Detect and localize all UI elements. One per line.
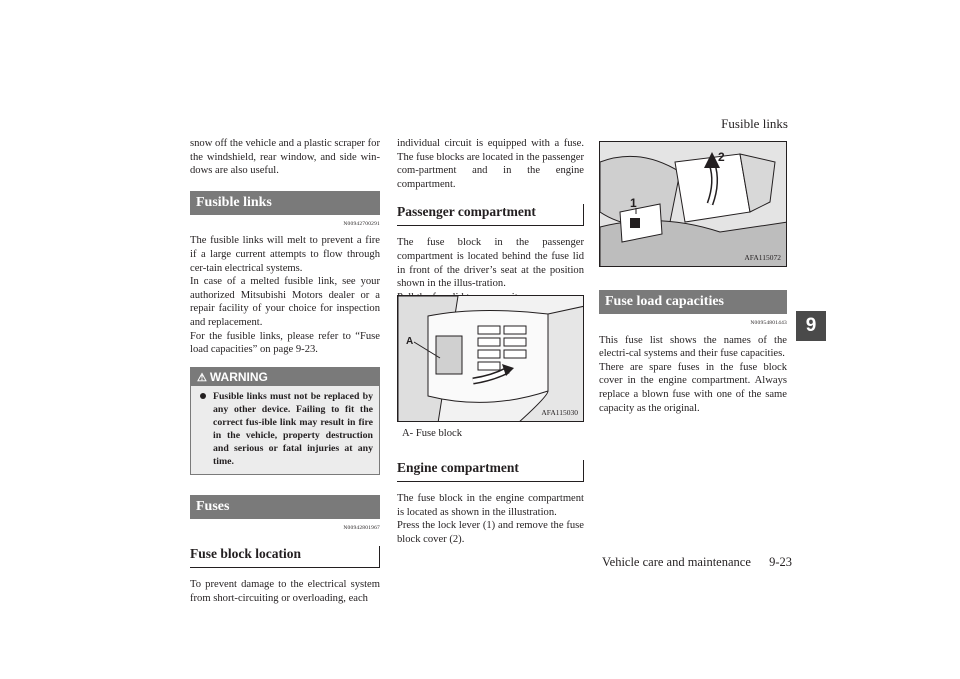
paragraph: individual circuit is equipped with a fuse. The fuse blocks are located in the passenger com-partment and in the engine compartment. xyxy=(397,138,584,190)
dashboard-illustration xyxy=(398,296,584,422)
subsection-title-fuse-block-location: Fuse block location xyxy=(190,545,380,568)
section-title-fuse-load-capacities: Fuse load capacities xyxy=(599,290,787,314)
warning-box xyxy=(190,367,380,475)
intro-paragraph: snow off the vehicle and a plastic scraper for the windshield, rear window, and side win-dows are also useful. xyxy=(190,138,380,177)
section-code: N00954801443 xyxy=(750,320,787,326)
paragraph: Press the lock lever (1) and remove the fuse block cover (2). xyxy=(397,520,584,545)
paragraph: For the fusible links, please refer to “Fuse load capacities” on page 9-23. xyxy=(190,330,380,356)
column-3 xyxy=(599,290,787,415)
figure-label-1: 1 xyxy=(630,196,637,210)
page-footer xyxy=(602,555,792,570)
section-code: N00942700291 xyxy=(343,220,380,227)
warning-text-content: Fusible links must not be replaced by any other device. Failing to fit the correct fus-ible link may result in fire in the vehicle, property destruction and serious or fatal injuries at any time. xyxy=(213,390,373,467)
passenger-fuse-figure xyxy=(397,295,584,422)
warning-label: WARNING xyxy=(209,369,268,384)
warning-header xyxy=(191,368,379,386)
paragraph: To prevent damage to the electrical system from short-circuiting or overloading, each xyxy=(190,579,380,604)
warning-triangle-icon: ⚠ xyxy=(197,371,207,384)
paragraph: There are spare fuses in the fuse block cover in the engine compartment. Always replace a blown fuse with one of the same capacity as the original. xyxy=(599,361,787,414)
subsection-title-passenger: Passenger compartment xyxy=(397,203,584,226)
caption-text: A- Fuse block xyxy=(402,428,463,439)
footer-chapter-name: Vehicle care and maintenance xyxy=(602,555,751,569)
section-title-fusible-links: Fusible links xyxy=(190,191,380,215)
column-2 xyxy=(397,137,584,304)
paragraph: The fuse block in the passenger compartment is located behind the fuse lid in front of the driver’s seat at the position shown in the illus-tration. xyxy=(397,237,584,290)
column-1 xyxy=(190,137,380,606)
subsection-title-engine: Engine compartment xyxy=(397,459,584,482)
chapter-tab: 9 xyxy=(796,311,826,341)
figure-code: AFA115072 xyxy=(744,253,781,262)
bullet-icon xyxy=(200,393,206,399)
footer-page-number: 9-23 xyxy=(769,555,793,569)
engine-compartment-illustration xyxy=(600,142,787,267)
section-title-fuses: Fuses xyxy=(190,495,380,519)
figure-caption xyxy=(402,427,584,441)
running-header-title: Fusible links xyxy=(721,116,788,131)
paragraph: This fuse list shows the names of the electri-cal systems and their fuse capacities. xyxy=(599,334,787,360)
column-2-lower xyxy=(397,459,584,546)
figure-code: AFA115030 xyxy=(541,408,578,417)
paragraph: The fusible links will melt to prevent a fire if a large current attempts to flow through cer-tain electrical systems. xyxy=(190,235,380,274)
paragraph: The fuse block in the engine compartment is located as shown in the illustration. xyxy=(397,493,584,518)
warning-text xyxy=(191,386,379,474)
section-code: N00942801967 xyxy=(343,524,380,531)
paragraph: In case of a melted fusible link, see your authorized Mitsubishi Motors dealer or a repair facility of your choice for inspection and replacement. xyxy=(190,276,380,328)
engine-fuse-figure xyxy=(599,141,787,267)
figure-label-2: 2 xyxy=(718,150,725,164)
figure-label-a: A xyxy=(406,336,414,347)
